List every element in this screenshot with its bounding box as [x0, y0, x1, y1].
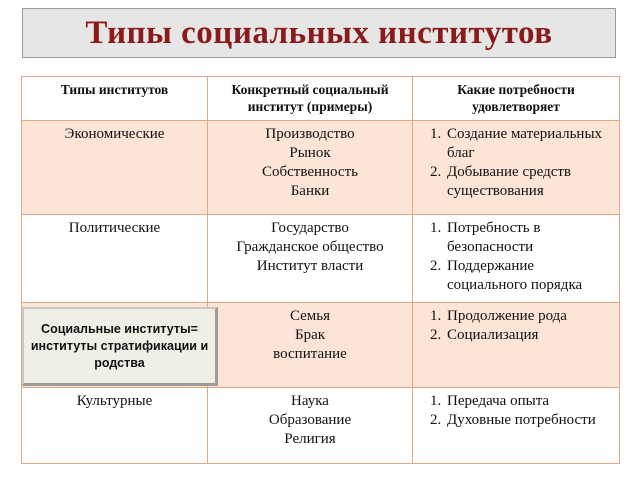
- examples-cell: [208, 388, 413, 464]
- type-cell: Политические: [22, 215, 208, 303]
- title-banner: [22, 8, 616, 58]
- example-item: Религия: [284, 431, 336, 447]
- examples-cell: [208, 215, 413, 303]
- example-item: Производство: [265, 126, 355, 142]
- examples-cell: [208, 121, 413, 215]
- table-header-row: [22, 77, 620, 121]
- need-item: 1. Продолжение рода: [445, 307, 613, 326]
- institutions-table: [21, 76, 620, 464]
- example-item: Собственность: [262, 164, 358, 180]
- table-row-political: [22, 215, 620, 303]
- needs-cell: [413, 388, 620, 464]
- need-item: 2. Добывание средств существования: [445, 163, 613, 201]
- need-item: 2. Духовные потребности: [445, 411, 613, 430]
- needs-cell: [413, 121, 620, 215]
- example-item: воспитание: [273, 346, 347, 362]
- need-item: 1. Создание материальных благ: [445, 125, 613, 163]
- header-types: Типы институтов: [22, 77, 208, 121]
- social-institutions-callout: [22, 307, 218, 386]
- slide-title: Типы социальных институтов: [85, 14, 553, 51]
- needs-list: [419, 392, 613, 430]
- example-item: Рынок: [289, 145, 331, 161]
- needs-list: [419, 125, 613, 201]
- example-item: Институт власти: [256, 258, 364, 274]
- example-item: Банки: [290, 183, 330, 199]
- need-item: 2. Поддержание социального порядка: [445, 257, 613, 295]
- needs-list: [419, 219, 613, 295]
- table-row-economic: [22, 121, 620, 215]
- example-item: Брак: [294, 327, 326, 343]
- need-item: 1. Потребность в безопасности: [445, 219, 613, 257]
- need-item: 2. Социализация: [445, 326, 613, 345]
- need-item: 1. Передача опыта: [445, 392, 613, 411]
- needs-list: [419, 307, 613, 345]
- type-cell: Экономические: [22, 121, 208, 215]
- example-item: Семья: [289, 308, 331, 324]
- table-row-cultural: [22, 388, 620, 464]
- needs-cell: [413, 215, 620, 303]
- header-needs: Какие потребности удовлетворяет: [413, 77, 620, 121]
- example-item: Гражданское общество: [236, 239, 384, 255]
- callout-text: Социальные институты= институты стратификации и родства: [30, 321, 209, 370]
- type-cell: Культурные: [22, 388, 208, 464]
- header-examples: Конкретный социальный институт (примеры): [208, 77, 413, 121]
- example-item: Государство: [271, 220, 349, 236]
- examples-cell: [208, 303, 413, 388]
- needs-cell: [413, 303, 620, 388]
- example-item: Наука: [291, 393, 329, 409]
- example-item: Образование: [268, 412, 352, 428]
